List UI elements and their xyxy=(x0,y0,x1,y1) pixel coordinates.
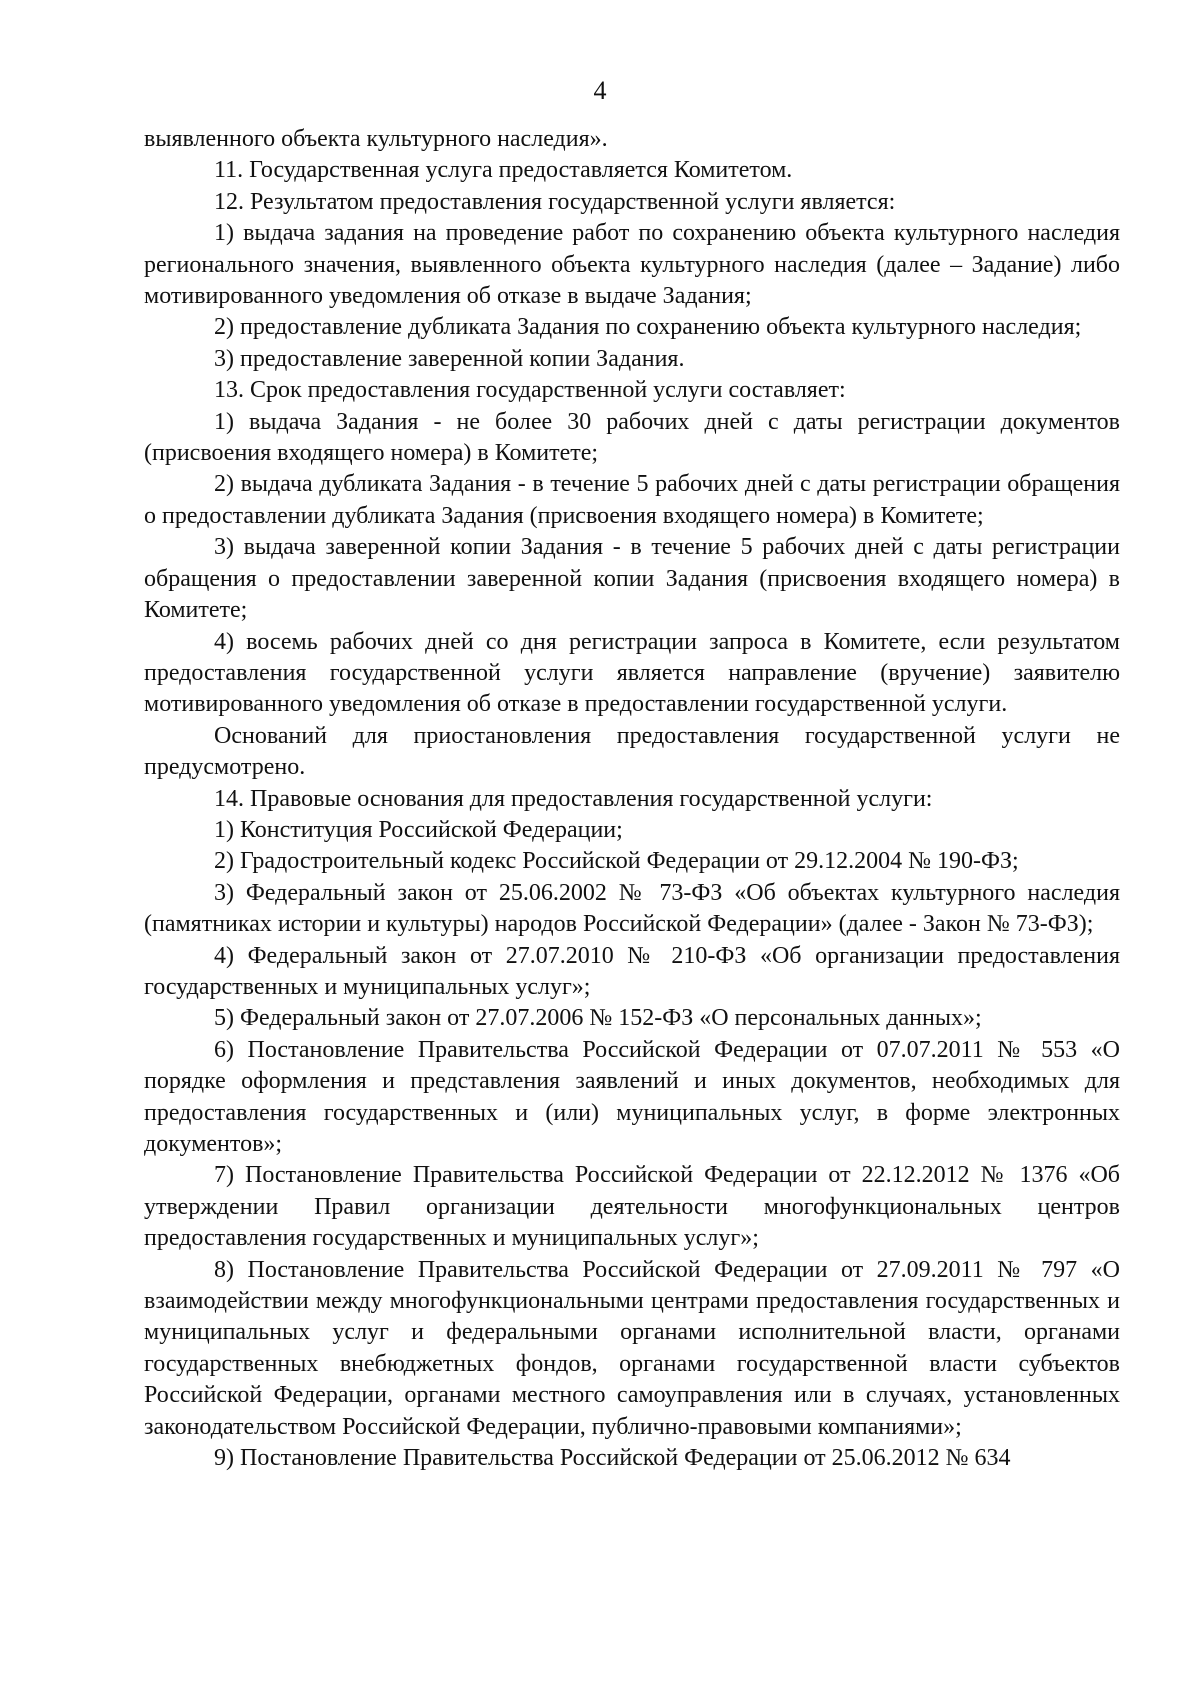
paragraph: 2) предоставление дубликата Задания по сохранению объекта культурного наследия; xyxy=(214,314,1082,341)
paragraph: 4) Федеральный закон от 27.07.2010 № 210-ФЗ «Об организации предоставления государственных и муниципальных услуг»; xyxy=(144,942,1120,1000)
paragraph: 11. Государственная услуга предоставляется Комитетом. xyxy=(214,157,793,184)
paragraph: 2) выдача дубликата Задания - в течение 5 рабочих дней с даты регистрации обращения о предоставлении дубликата Задания (присвоения входящего номера) в Комитете; xyxy=(144,471,1120,529)
paragraph: 1) Конституция Российской Федерации; xyxy=(214,816,623,843)
document-body xyxy=(144,124,1120,1474)
paragraph: 5) Федеральный закон от 27.07.2006 № 152-ФЗ «О персональных данных»; xyxy=(214,1005,982,1032)
paragraph: 13. Срок предоставления государственной услуги составляет: xyxy=(214,377,846,404)
page-number: 4 xyxy=(593,76,607,105)
paragraph: 1) выдача Задания - не более 30 рабочих дней с даты регистрации документов (присвоения входящего номера) в Комитете; xyxy=(144,408,1120,467)
paragraph: 6) Постановление Правительства Российской Федерации от 07.07.2011 № 553 «О порядке оформления и представления заявлений и иных документов, необходимых для предоставления государственных и (или) муниципальных услуг, в форме электронных документов»; xyxy=(144,1036,1120,1157)
paragraph: 1) выдача задания на проведение работ по сохранению объекта культурного наследия регионального значения, выявленного объекта культурного наследия (далее – Задание) либо мотивированного уведомления об отказе в выдаче Задания; xyxy=(144,220,1120,310)
paragraph: 2) Градостроительный кодекс Российской Федерации от 29.12.2004 № 190-ФЗ; xyxy=(214,848,1019,875)
paragraph: 8) Постановление Правительства Российской Федерации от 27.09.2011 № 797 «О взаимодействии между многофункциональными центрами предоставления государственных и муниципальных услуг и федеральными органами исполнительной власти, органами государственных внебюджетных фондов, органами государственной власти субъектов Российской Федерации, органами местного самоуправления или в случаях, установленных законодательством Российской Федерации, публично-правовыми компаниями»; xyxy=(144,1256,1120,1440)
paragraph: 14. Правовые основания для предоставления государственной услуги: xyxy=(214,785,933,812)
paragraph: 3) Федеральный закон от 25.06.2002 № 73-ФЗ «Об объектах культурного наследия (памятниках истории и культуры) народов Российской Федерации» (далее - Закон № 73-ФЗ); xyxy=(144,879,1120,938)
paragraph: 12. Результатом предоставления государственной услуги является: xyxy=(214,188,896,215)
paragraph: 7) Постановление Правительства Российской Федерации от 22.12.2012 № 1376 «Об утверждении Правил организации деятельности многофункциональных центров предоставления государственных и муниципальных услуг»; xyxy=(144,1162,1120,1252)
paragraph: 9) Постановление Правительства Российской Федерации от 25.06.2012 № 634 xyxy=(214,1445,1011,1472)
paragraph: Оснований для приостановления предоставления государственной услуги не предусмотрено. xyxy=(144,722,1120,781)
paragraph: 3) выдача заверенной копии Задания - в течение 5 рабочих дней с даты регистрации обращения о предоставлении заверенной копии Задания (присвоения входящего номера) в Комитете; xyxy=(144,534,1120,624)
paragraph: выявленного объекта культурного наследия». xyxy=(144,126,608,152)
paragraph: 3) предоставление заверенной копии Задания. xyxy=(214,345,685,372)
paragraph: 4) восемь рабочих дней со дня регистрации запроса в Комитете, если результатом предоставления государственной услуги является направление (вручение) заявителю мотивированного уведомления об отказе в предоставлении государственной услуги. xyxy=(144,628,1120,718)
